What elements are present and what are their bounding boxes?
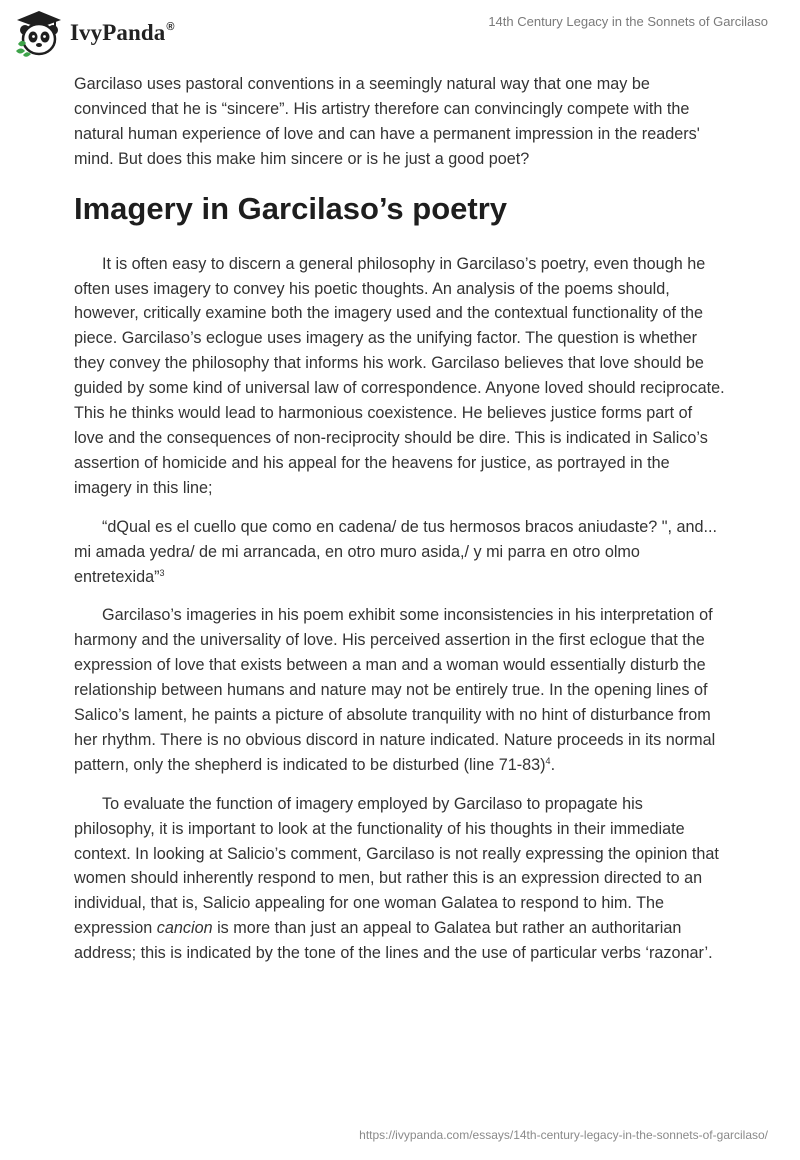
- footnote-ref-3[interactable]: 3: [159, 567, 165, 578]
- panda-graduate-icon: [14, 8, 64, 58]
- paragraph-text-a: To evaluate the function of imagery employed by Garcilaso to propagate his philosophy, it is important to look at the functionality of his thoughts in their immediate context. In looking at Salicio’s comment, Garcilaso is not really expressing the opinion that women should inherently respond to men, but rather this is an expression directed to an individual, that is, Salicio appealing for one woman Galatea to respond to him. The expression: [74, 794, 719, 938]
- quote-text: “dQual es el cuello que como en cadena/ de tus hermosos bracos aniudaste? ", and... mi amada yedra/ de mi arrancada, en otro muro asida,/ y mi parra en otro olmo entretexida”: [74, 517, 717, 586]
- paragraph-intro: Garcilaso uses pastoral conventions in a seemingly natural way that one may be convinced that he is “sincere”. His artistry therefore can convincingly compete with the natural human experience of love and can have a permanent impression in the readers' mind. But does this make him sincere or is he just a good poet?: [74, 75, 700, 168]
- paragraph-function: [74, 792, 726, 966]
- document-title: 14th Century Legacy in the Sonnets of Garcilaso: [488, 14, 768, 29]
- paragraph-text-b: is more than just an appeal to Galatea but rather an authoritarian address; this is indicated by the tone of the lines and the use of particular verbs ‘razonar’.: [74, 919, 713, 963]
- paragraph-text: Garcilaso’s imageries in his poem exhibit some inconsistencies in his interpretation of harmony and the universality of love. His perceived assertion in the first eclogue that the expression of love that exists between a man and a woman would essentially disturb the relationship between humans and nature may not be entirely true. In the opening lines of Salico’s lament, he paints a picture of absolute tranquility with no hint of disturbance from her rhythm. There is no obvious discord in nature indicated. Nature proceeds in its normal pattern, only the shepherd is indicated to be disturbed (line 71-83): [74, 606, 716, 774]
- paragraph-philosophy: It is often easy to discern a general philosophy in Garcilaso’s poetry, even though he often uses imagery to convey his poetic thoughts. An analysis of the poems should, however, critically examine both the imagery used and the contextual functionality of the piece. Garcilaso’s eclogue uses imagery as the unifying factor. The question is whether they convey the philosophy that informs his work. Garcilaso believes that love should be guided by some kind of universal law of correspondence. Anyone loved should reciprocate. This he thinks would lead to harmonious coexistence. He believes justice forms part of love and the consequences of non-reciprocity should be dire. This is indicated in Salico’s assertion of homicide and his appeal for the heavens for justice, as portrayed in the imagery in this line;: [74, 254, 725, 497]
- section-heading: Imagery in Garcilaso’s poetry: [74, 190, 508, 226]
- essay-content: [74, 72, 726, 980]
- paragraph-inconsistencies: [74, 603, 726, 777]
- page-header: [0, 0, 800, 66]
- poem-quote: [74, 515, 726, 590]
- brand-name: IvyPanda®: [70, 20, 175, 45]
- registered-mark: ®: [166, 21, 175, 33]
- footnote-ref-4[interactable]: 4: [545, 755, 551, 766]
- emphasis-cancion: cancion: [156, 919, 213, 938]
- ivypanda-logo[interactable]: [14, 7, 175, 59]
- paragraph-end: .: [550, 755, 556, 774]
- source-url[interactable]: https://ivypanda.com/essays/14th-century-legacy-in-the-sonnets-of-garcilaso/: [359, 1128, 768, 1142]
